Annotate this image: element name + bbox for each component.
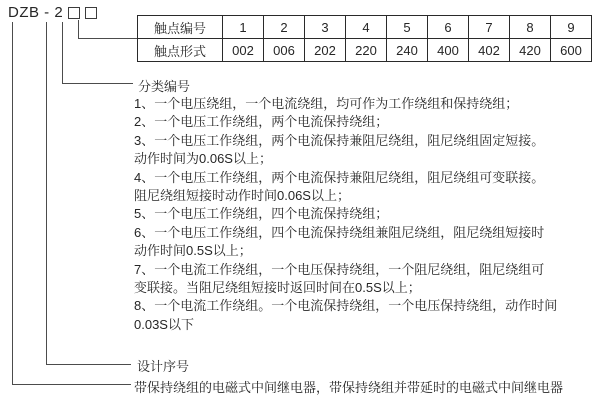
- classification-line: 变联接。当阻尼绕组短接时返回时间在0.5S以上；: [134, 280, 421, 296]
- contact-number-cell: 5: [387, 16, 428, 39]
- classification-line: 3、一个电压工作绕组，两个电流保持兼阻尼绕组，阻尼绕组固定短接。: [134, 132, 545, 148]
- contact-number-row: [138, 16, 592, 39]
- contact-number-cell: 8: [510, 16, 551, 39]
- relay-type-description: 带保持绕组的电磁式中间继电器，带保持绕组并带延时的电磁式中间继电器: [134, 380, 564, 395]
- contact-form-cell: 240: [387, 39, 428, 62]
- contact-form-row: [138, 39, 592, 62]
- contact-number-cell: 1: [223, 16, 264, 39]
- leader-line-relay-type-vertical: [12, 22, 13, 385]
- contact-form-cell: 006: [264, 39, 305, 62]
- design-serial-number-label: 设计序号: [137, 359, 190, 374]
- contact-form-cell: 600: [551, 39, 592, 62]
- classification-line: 6、一个电压工作绕组，四个电流保持绕组兼阻尼绕组，阻尼绕组短接时: [134, 224, 545, 240]
- classification-number-label: 分类编号: [138, 79, 191, 94]
- placeholder-box-1: [68, 7, 80, 19]
- row-header-contact-number: 触点编号: [138, 16, 223, 39]
- contact-form-cell: 402: [469, 39, 510, 62]
- contact-form-cell: 002: [223, 39, 264, 62]
- classification-line: 动作时间为0.06S以上；: [134, 151, 272, 167]
- contact-form-cell: 202: [305, 39, 346, 62]
- contact-form-cell: 420: [510, 39, 551, 62]
- classification-line: 7、一个电流工作绕组，一个电压保持绕组，一个阻尼绕组，阻尼绕组可: [134, 261, 545, 277]
- row-header-contact-form: 触点形式: [138, 39, 223, 62]
- classification-line: 阻尼绕组短接时动作时间0.06S以上；: [134, 188, 350, 204]
- classification-line: 5、一个电压工作绕组，四个电流保持绕组；: [134, 206, 389, 222]
- leader-line-design-number-horizontal: [46, 364, 131, 365]
- classification-line: 8、一个电流工作绕组。一个电流保持绕组，一个电压保持绕组，动作时间: [134, 298, 558, 314]
- contact-number-cell: 2: [264, 16, 305, 39]
- classification-line: 1、一个电压绕组，一个电流绕组，均可作为工作绕组和保持绕组；: [134, 96, 519, 111]
- leader-line-contact-table-vertical: [78, 20, 79, 39]
- classification-line: 2、一个电压工作绕组，两个电流保持绕组；: [134, 114, 389, 130]
- classification-line: 0.03S以下: [134, 316, 194, 332]
- contact-number-cell: 9: [551, 16, 592, 39]
- leader-line-classification-horizontal: [62, 83, 133, 84]
- model-code: [8, 4, 97, 21]
- classification-line: 4、一个电压工作绕组，两个电流保持兼阻尼绕组，阻尼绕组可变联接。: [134, 169, 545, 185]
- leader-line-relay-type-horizontal: [12, 384, 131, 385]
- classification-line: 动作时间0.5S以上；: [134, 243, 252, 259]
- contact-number-cell: 6: [428, 16, 469, 39]
- placeholder-box-2: [85, 7, 97, 19]
- contact-table: [137, 15, 592, 62]
- contact-number-cell: 3: [305, 16, 346, 39]
- contact-form-cell: 220: [346, 39, 387, 62]
- classification-list: [134, 95, 596, 334]
- contact-number-cell: 7: [469, 16, 510, 39]
- contact-number-cell: 4: [346, 16, 387, 39]
- leader-line-contact-table-horizontal: [78, 38, 137, 39]
- leader-line-classification-vertical: [62, 22, 63, 84]
- leader-line-design-number-vertical: [46, 22, 47, 365]
- model-code-text: DZB - 2: [8, 4, 64, 21]
- contact-form-cell: 400: [428, 39, 469, 62]
